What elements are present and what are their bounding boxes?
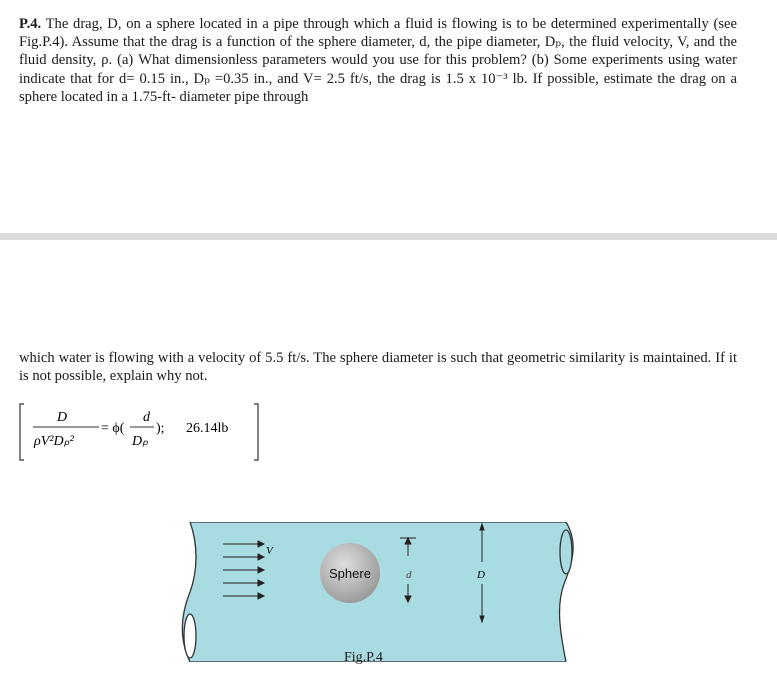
ratio-denominator: Dₚ [132, 434, 149, 449]
sphere-label: Sphere [329, 566, 371, 581]
drag-numerator: D [57, 410, 68, 425]
pipe-figure [168, 522, 588, 662]
close-paren: ); [156, 421, 165, 436]
answer-equation [16, 402, 266, 462]
pipe-right-opening [560, 530, 572, 574]
pipe-left-opening [184, 614, 196, 658]
pipe-diameter-label: D [477, 569, 485, 581]
velocity-label: V [266, 545, 273, 557]
figure-caption: Fig.P.4 [344, 650, 383, 665]
drag-result: 26.14lb [186, 421, 229, 436]
drag-denominator: ρV²Dₚ² [34, 434, 74, 449]
page-separator [0, 233, 777, 240]
problem-text-1: The drag, D, on a sphere located in a pipe through which a fluid is flowing is to be determined experimentally (see Fig.P.4). Assume that the drag is a function of the sphere diameter, d, the pipe diameter, Dₚ, the fluid velocity, V, and the fluid density, ρ. (a) What dimensionless parameters would you use for this problem? (b) Some experiments using water indicate that for d= 0.15 in., Dₚ =0.35 in., and V= 2.5 ft/s, the drag is 1.5 x 10⁻³ lb. If possible, estimate the drag on a sphere located in a 1.75-ft- diameter pipe through [19, 16, 737, 105]
equals-phi: = ϕ( [101, 421, 125, 436]
problem-paragraph-1 [19, 15, 737, 106]
d-label: d [406, 569, 412, 581]
left-bracket [20, 404, 24, 460]
right-bracket [254, 404, 258, 460]
ratio-numerator: d [143, 410, 150, 425]
problem-paragraph-2: which water is flowing with a velocity of 5.5 ft/s. The sphere diameter is such that geometric similarity is maintained. If it is not possible, explain why not. [19, 350, 737, 385]
pipe-body [182, 522, 573, 662]
problem-label: P.4. [19, 16, 42, 32]
